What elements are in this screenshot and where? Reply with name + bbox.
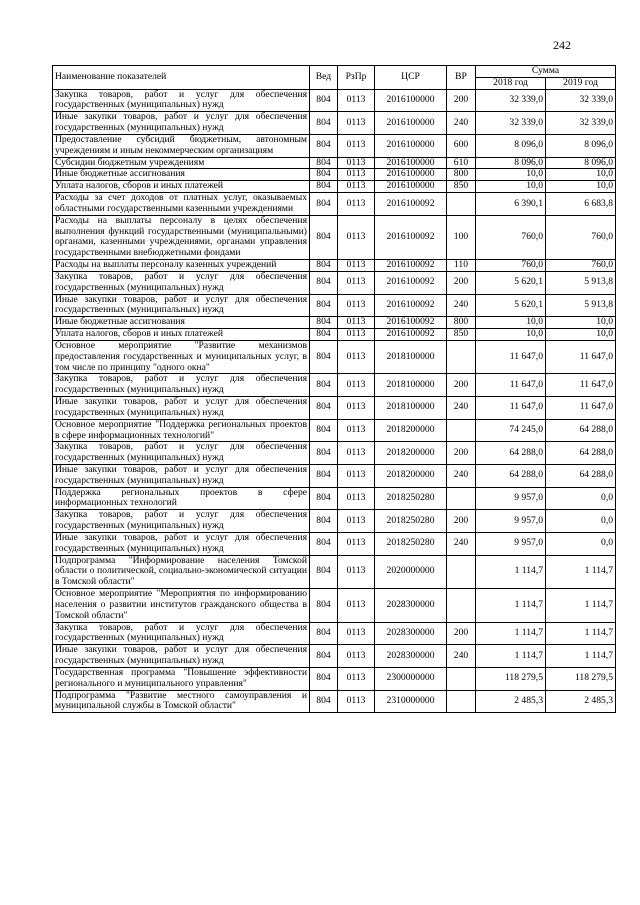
cell-csr: 2018200000 — [375, 464, 447, 487]
table-row — [53, 589, 616, 622]
cell-name: Субсидии бюджетным учреждениям — [53, 157, 310, 169]
cell-rzpr: 0113 — [338, 157, 375, 169]
cell-y2019: 1 114,7 — [546, 589, 616, 622]
cell-rzpr: 0113 — [338, 667, 375, 690]
cell-csr: 2016100092 — [375, 260, 447, 272]
table-row — [53, 532, 616, 555]
cell-ved: 804 — [310, 89, 338, 112]
cell-csr: 2016100000 — [375, 157, 447, 169]
cell-vr: 200 — [447, 271, 476, 294]
cell-name: Иные бюджетные ассигнования — [53, 169, 310, 181]
cell-y2018: 74 245,0 — [476, 419, 546, 442]
cell-rzpr: 0113 — [338, 589, 375, 622]
table-row — [53, 374, 616, 397]
cell-vr: 100 — [447, 215, 476, 259]
table-row — [53, 294, 616, 317]
cell-y2019: 760,0 — [546, 260, 616, 272]
cell-rzpr: 0113 — [338, 442, 375, 465]
cell-rzpr: 0113 — [338, 487, 375, 510]
cell-vr: 240 — [447, 464, 476, 487]
cell-csr: 2016100092 — [375, 193, 447, 216]
header-2019: 2019 год — [546, 77, 616, 89]
cell-name: Расходы на выплаты персоналу казенных учреждений — [53, 260, 310, 272]
cell-y2018: 8 096,0 — [476, 134, 546, 157]
cell-csr: 2018200000 — [375, 419, 447, 442]
cell-ved: 804 — [310, 271, 338, 294]
table-row — [53, 317, 616, 329]
cell-ved: 804 — [310, 340, 338, 373]
cell-y2018: 5 620,1 — [476, 294, 546, 317]
cell-rzpr: 0113 — [338, 555, 375, 588]
cell-ved: 804 — [310, 215, 338, 259]
table-row — [53, 555, 616, 588]
cell-name: Закупка товаров, работ и услуг для обеспечения государственных (муниципальных) нужд — [53, 442, 310, 465]
cell-y2018: 10,0 — [476, 169, 546, 181]
cell-y2019: 2 485,3 — [546, 690, 616, 713]
cell-ved: 804 — [310, 193, 338, 216]
cell-rzpr: 0113 — [338, 193, 375, 216]
table-row — [53, 169, 616, 181]
table-row — [53, 157, 616, 169]
cell-csr: 2016100000 — [375, 169, 447, 181]
cell-csr: 2016100092 — [375, 317, 447, 329]
cell-name: Закупка товаров, работ и услуг для обеспечения государственных (муниципальных) нужд — [53, 622, 310, 645]
cell-y2018: 10,0 — [476, 317, 546, 329]
cell-y2019: 11 647,0 — [546, 397, 616, 420]
table-row — [53, 329, 616, 341]
cell-vr — [447, 340, 476, 373]
cell-rzpr: 0113 — [338, 112, 375, 135]
table-row — [53, 260, 616, 272]
cell-vr: 200 — [447, 89, 476, 112]
cell-y2019: 64 288,0 — [546, 419, 616, 442]
cell-csr: 2018100000 — [375, 374, 447, 397]
cell-y2019: 0,0 — [546, 510, 616, 533]
table-row — [53, 397, 616, 420]
cell-csr: 2016100092 — [375, 215, 447, 259]
header-sum: Сумма — [476, 66, 616, 78]
cell-ved: 804 — [310, 157, 338, 169]
cell-name: Расходы на выплаты персоналу в целях обеспечения выполнения функций государственными (муниципальными) органами, казенными учреждениями, органами управления государственными внебюджетными фондами — [53, 215, 310, 259]
cell-csr: 2016100092 — [375, 271, 447, 294]
cell-ved: 804 — [310, 487, 338, 510]
cell-vr: 850 — [447, 329, 476, 341]
table-row — [53, 193, 616, 216]
cell-vr: 240 — [447, 645, 476, 668]
table-row — [53, 667, 616, 690]
header-name: Наименование показателей — [53, 66, 310, 90]
cell-vr: 200 — [447, 374, 476, 397]
cell-name: Подпрограмма "Развитие местного самоуправления и муниципальной службы в Томской области" — [53, 690, 310, 713]
cell-y2019: 64 288,0 — [546, 442, 616, 465]
cell-rzpr: 0113 — [338, 215, 375, 259]
cell-ved: 804 — [310, 690, 338, 713]
cell-ved: 804 — [310, 532, 338, 555]
cell-ved: 804 — [310, 169, 338, 181]
cell-ved: 804 — [310, 134, 338, 157]
table-row — [53, 510, 616, 533]
cell-csr: 2018250280 — [375, 487, 447, 510]
table-row — [53, 112, 616, 135]
cell-y2019: 5 913,8 — [546, 294, 616, 317]
header-rzpr: РзПр — [338, 66, 375, 90]
cell-y2019: 10,0 — [546, 169, 616, 181]
cell-rzpr: 0113 — [338, 181, 375, 193]
cell-vr — [447, 555, 476, 588]
cell-name: Основное мероприятие "Поддержка региональных проектов в сфере информационных технологий" — [53, 419, 310, 442]
cell-ved: 804 — [310, 317, 338, 329]
cell-vr: 800 — [447, 169, 476, 181]
table-row — [53, 271, 616, 294]
table-row — [53, 645, 616, 668]
cell-vr: 110 — [447, 260, 476, 272]
cell-rzpr: 0113 — [338, 89, 375, 112]
cell-ved: 804 — [310, 589, 338, 622]
cell-name: Уплата налогов, сборов и иных платежей — [53, 181, 310, 193]
cell-ved: 804 — [310, 374, 338, 397]
cell-y2019: 11 647,0 — [546, 340, 616, 373]
cell-y2018: 8 096,0 — [476, 157, 546, 169]
cell-ved: 804 — [310, 622, 338, 645]
table-row — [53, 419, 616, 442]
cell-vr: 240 — [447, 112, 476, 135]
cell-vr: 200 — [447, 622, 476, 645]
table-row — [53, 134, 616, 157]
cell-name: Иные бюджетные ассигнования — [53, 317, 310, 329]
cell-ved: 804 — [310, 397, 338, 420]
cell-rzpr: 0113 — [338, 260, 375, 272]
cell-y2018: 10,0 — [476, 329, 546, 341]
header-2018: 2018 год — [476, 77, 546, 89]
cell-vr: 200 — [447, 442, 476, 465]
cell-vr: 800 — [447, 317, 476, 329]
cell-y2018: 9 957,0 — [476, 487, 546, 510]
cell-y2019: 118 279,5 — [546, 667, 616, 690]
cell-csr: 2016100000 — [375, 134, 447, 157]
cell-ved: 804 — [310, 645, 338, 668]
table-body — [53, 89, 616, 713]
cell-ved: 804 — [310, 181, 338, 193]
cell-vr: 240 — [447, 532, 476, 555]
cell-rzpr: 0113 — [338, 690, 375, 713]
cell-y2018: 9 957,0 — [476, 532, 546, 555]
cell-vr — [447, 193, 476, 216]
cell-ved: 804 — [310, 442, 338, 465]
table-row — [53, 464, 616, 487]
cell-name: Иные закупки товаров, работ и услуг для обеспечения государственных (муниципальных) нужд — [53, 112, 310, 135]
cell-ved: 804 — [310, 464, 338, 487]
cell-y2018: 64 288,0 — [476, 464, 546, 487]
cell-vr: 850 — [447, 181, 476, 193]
cell-y2018: 1 114,7 — [476, 645, 546, 668]
cell-rzpr: 0113 — [338, 532, 375, 555]
cell-y2019: 8 096,0 — [546, 134, 616, 157]
cell-rzpr: 0113 — [338, 294, 375, 317]
cell-vr: 600 — [447, 134, 476, 157]
cell-name: Закупка товаров, работ и услуг для обеспечения государственных (муниципальных) нужд — [53, 374, 310, 397]
cell-y2018: 1 114,7 — [476, 555, 546, 588]
cell-name: Основное мероприятие "Развитие механизмов предоставления государственных и муниципальных услуг, в том числе по принципу "одного окна" — [53, 340, 310, 373]
cell-y2019: 1 114,7 — [546, 555, 616, 588]
cell-name: Иные закупки товаров, работ и услуг для обеспечения государственных (муниципальных) нужд — [53, 532, 310, 555]
cell-csr: 2016100092 — [375, 294, 447, 317]
cell-csr: 2016100000 — [375, 112, 447, 135]
cell-y2018: 11 647,0 — [476, 397, 546, 420]
cell-csr: 2016100092 — [375, 329, 447, 341]
header-ved: Вед — [310, 66, 338, 90]
table-row — [53, 622, 616, 645]
cell-vr — [447, 690, 476, 713]
cell-y2018: 64 288,0 — [476, 442, 546, 465]
cell-csr: 2028300000 — [375, 589, 447, 622]
cell-ved: 804 — [310, 510, 338, 533]
cell-vr — [447, 589, 476, 622]
table-row — [53, 487, 616, 510]
cell-rzpr: 0113 — [338, 374, 375, 397]
cell-vr — [447, 487, 476, 510]
cell-y2019: 1 114,7 — [546, 645, 616, 668]
cell-ved: 804 — [310, 555, 338, 588]
cell-ved: 804 — [310, 294, 338, 317]
table-row — [53, 340, 616, 373]
header-csr: ЦСР — [375, 66, 447, 90]
cell-name: Государственная программа "Повышение эффективности регионального и муниципального управления" — [53, 667, 310, 690]
cell-y2018: 1 114,7 — [476, 589, 546, 622]
cell-vr — [447, 667, 476, 690]
cell-csr: 2018250280 — [375, 510, 447, 533]
cell-rzpr: 0113 — [338, 622, 375, 645]
cell-name: Предоставление субсидий бюджетным, автономным учреждениям и иным некоммерческим организациям — [53, 134, 310, 157]
cell-y2018: 11 647,0 — [476, 374, 546, 397]
cell-rzpr: 0113 — [338, 169, 375, 181]
cell-name: Уплата налогов, сборов и иных платежей — [53, 329, 310, 341]
cell-ved: 804 — [310, 112, 338, 135]
table-row — [53, 690, 616, 713]
table-row — [53, 89, 616, 112]
cell-y2018: 118 279,5 — [476, 667, 546, 690]
cell-name: Закупка товаров, работ и услуг для обеспечения государственных (муниципальных) нужд — [53, 89, 310, 112]
cell-name: Иные закупки товаров, работ и услуг для обеспечения государственных (муниципальных) нужд — [53, 294, 310, 317]
cell-y2018: 10,0 — [476, 181, 546, 193]
cell-rzpr: 0113 — [338, 419, 375, 442]
cell-vr: 200 — [447, 510, 476, 533]
page-number: 242 — [553, 38, 571, 52]
cell-vr — [447, 419, 476, 442]
cell-rzpr: 0113 — [338, 464, 375, 487]
cell-y2019: 32 339,0 — [546, 112, 616, 135]
cell-ved: 804 — [310, 329, 338, 341]
cell-rzpr: 0113 — [338, 645, 375, 668]
cell-csr: 2016100000 — [375, 89, 447, 112]
cell-name: Иные закупки товаров, работ и услуг для обеспечения государственных (муниципальных) нужд — [53, 464, 310, 487]
cell-y2018: 32 339,0 — [476, 89, 546, 112]
cell-csr: 2018250280 — [375, 532, 447, 555]
cell-name: Подпрограмма "Информирование населения Томской области о политической, социально-экономической ситуации в Томской области" — [53, 555, 310, 588]
cell-y2018: 1 114,7 — [476, 622, 546, 645]
cell-rzpr: 0113 — [338, 271, 375, 294]
cell-ved: 804 — [310, 419, 338, 442]
cell-ved: 804 — [310, 260, 338, 272]
cell-y2019: 64 288,0 — [546, 464, 616, 487]
cell-y2018: 5 620,1 — [476, 271, 546, 294]
cell-y2019: 0,0 — [546, 532, 616, 555]
cell-y2019: 10,0 — [546, 317, 616, 329]
cell-y2018: 6 390,1 — [476, 193, 546, 216]
cell-y2018: 760,0 — [476, 215, 546, 259]
table-row — [53, 442, 616, 465]
header-vr: ВР — [447, 66, 476, 90]
cell-rzpr: 0113 — [338, 317, 375, 329]
cell-vr: 240 — [447, 294, 476, 317]
cell-name: Закупка товаров, работ и услуг для обеспечения государственных (муниципальных) нужд — [53, 510, 310, 533]
cell-csr: 2018100000 — [375, 340, 447, 373]
cell-y2019: 10,0 — [546, 329, 616, 341]
cell-y2019: 760,0 — [546, 215, 616, 259]
cell-csr: 2020000000 — [375, 555, 447, 588]
cell-y2018: 11 647,0 — [476, 340, 546, 373]
cell-csr: 2018200000 — [375, 442, 447, 465]
table-row — [53, 215, 616, 259]
cell-csr: 2028300000 — [375, 645, 447, 668]
cell-name: Иные закупки товаров, работ и услуг для обеспечения государственных (муниципальных) нужд — [53, 397, 310, 420]
cell-y2018: 9 957,0 — [476, 510, 546, 533]
cell-vr: 240 — [447, 397, 476, 420]
cell-ved: 804 — [310, 667, 338, 690]
cell-y2019: 10,0 — [546, 181, 616, 193]
cell-y2019: 6 683,8 — [546, 193, 616, 216]
cell-rzpr: 0113 — [338, 340, 375, 373]
cell-rzpr: 0113 — [338, 397, 375, 420]
cell-rzpr: 0113 — [338, 134, 375, 157]
cell-y2018: 32 339,0 — [476, 112, 546, 135]
budget-table — [52, 65, 616, 713]
cell-csr: 2018100000 — [375, 397, 447, 420]
cell-name: Закупка товаров, работ и услуг для обеспечения государственных (муниципальных) нужд — [53, 271, 310, 294]
cell-csr: 2016100000 — [375, 181, 447, 193]
cell-y2019: 32 339,0 — [546, 89, 616, 112]
cell-name: Основное мероприятие "Мероприятия по информированию населения о развитии институтов гражданского общества в Томской области" — [53, 589, 310, 622]
cell-csr: 2310000000 — [375, 690, 447, 713]
cell-name: Поддержка региональных проектов в сфере информационных технологий — [53, 487, 310, 510]
cell-rzpr: 0113 — [338, 329, 375, 341]
table-row — [53, 181, 616, 193]
cell-y2019: 1 114,7 — [546, 622, 616, 645]
cell-y2018: 2 485,3 — [476, 690, 546, 713]
cell-csr: 2300000000 — [375, 667, 447, 690]
cell-csr: 2028300000 — [375, 622, 447, 645]
cell-y2019: 11 647,0 — [546, 374, 616, 397]
cell-y2018: 760,0 — [476, 260, 546, 272]
cell-y2019: 5 913,8 — [546, 271, 616, 294]
cell-vr: 610 — [447, 157, 476, 169]
cell-y2019: 0,0 — [546, 487, 616, 510]
cell-name: Расходы за счет доходов от платных услуг, оказываемых областными государственными казенными учреждениями — [53, 193, 310, 216]
cell-y2019: 8 096,0 — [546, 157, 616, 169]
cell-rzpr: 0113 — [338, 510, 375, 533]
cell-name: Иные закупки товаров, работ и услуг для обеспечения государственных (муниципальных) нужд — [53, 645, 310, 668]
